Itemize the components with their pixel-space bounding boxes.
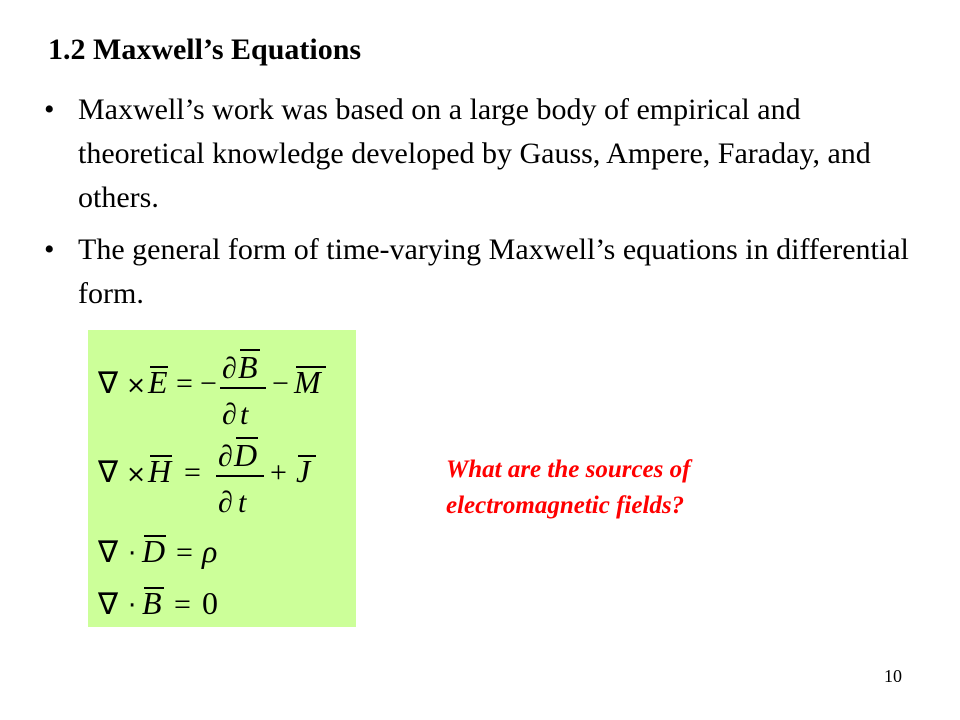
svg-text:B: B [142,585,162,621]
svg-text:∂: ∂ [218,440,233,473]
bullet-item [40,228,920,316]
svg-text:=: = [176,367,193,400]
svg-text:J: J [296,453,311,489]
slide-title: 1.2 Maxwell’s Equations [48,33,362,66]
svg-text:D: D [234,437,258,473]
svg-text:∂: ∂ [222,352,237,385]
maxwell-equations-graphic [88,330,356,627]
svg-text:=: = [176,536,193,569]
page-number: 10 [884,666,902,686]
sources-question [446,452,806,524]
svg-text:+: + [270,456,287,489]
svg-text:=: = [184,456,201,489]
svg-text:D: D [142,533,166,569]
bullet-item [40,88,920,220]
bullet-marker: • [44,233,55,266]
svg-text:∇: ∇ [98,587,119,622]
svg-text:=: = [174,588,191,621]
svg-text:t: t [240,398,249,431]
equation-gauss-magnetic [97,585,218,622]
maxwell-equations-box [88,330,356,627]
svg-text:·: · [128,591,137,621]
question-line: electromagnetic fields? [446,492,685,519]
svg-text:M: M [294,364,321,400]
svg-text:0: 0 [202,585,218,621]
svg-text:E: E [148,364,168,400]
svg-text:−: − [200,367,217,400]
bullet-text: The general form of time-varying Maxwell’s equations in differential form. [78,233,909,310]
svg-text:∂: ∂ [218,486,233,519]
svg-text:×: × [126,460,147,488]
svg-text:∇: ∇ [98,455,119,490]
svg-text:∂: ∂ [222,398,237,431]
equation-ampere [97,437,316,519]
equation-faraday [97,349,326,431]
bullet-marker: • [44,93,55,126]
svg-text:·: · [128,539,137,569]
svg-text:∇: ∇ [98,366,119,401]
equation-gauss-electric [97,533,217,570]
question-line: What are the sources of [446,456,691,483]
svg-text:−: − [272,367,289,400]
bullet-list [40,88,920,324]
svg-text:ρ: ρ [202,533,218,569]
bullet-text: Maxwell’s work was based on a large body of empirical and theoretical knowledge developed by Gauss, Ampere, Faraday, and others. [78,93,871,214]
svg-text:×: × [126,371,147,399]
svg-text:∇: ∇ [98,535,119,570]
svg-text:B: B [238,349,258,385]
svg-text:H: H [148,453,172,489]
svg-text:t: t [238,486,247,519]
